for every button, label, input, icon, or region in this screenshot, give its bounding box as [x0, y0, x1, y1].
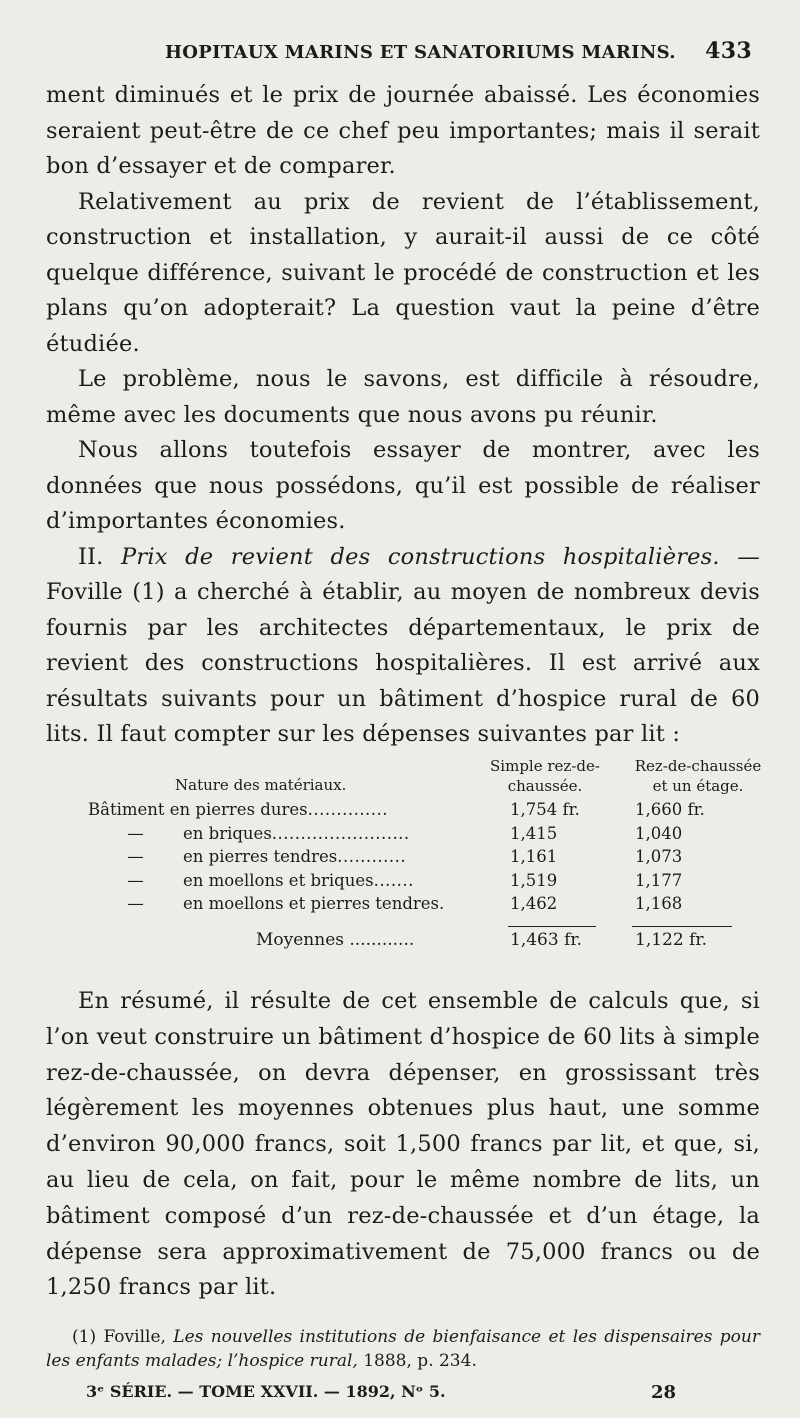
footnote-text: [46, 1325, 760, 1373]
paragraph: Nous allons toutefois essayer de montrer, avec les données que nous possédons, qu’il est possible de réaliser d’importantes économies.: [46, 437, 760, 534]
leader-dots: .......: [373, 870, 414, 890]
section-text: — Foville (1) a cherché à établir, au moyen de nombreux devis fournis par les architectes départementaux, le prix de revient des constructions hospitalières. Il est arrivé aux résultats suivants pour un bâtiment d’hospice rural de 60 lits. Il faut compter sur les dépenses suivantes par lit :: [46, 543, 760, 747]
paragraph: En résumé, il résulte de cet ensemble de calculs que, si l’on veut construire un bâtiment d’hospice de 60 lits à simple rez-de-chaussée, on devra dépenser, en grossissant très légèrement les moyennes obtenues plus haut, une somme d’environ 90,000 francs, soit 1,500 francs par lit, et que, si, au lieu de cela, on fait, pour le même nombre de lits, un bâtiment composé d’un rez-de-chaussée et d’un étage, la dépense sera approximativement de 75,000 francs ou de 1,250 francs par lit.: [46, 988, 760, 1301]
cell-etage: 1,073: [635, 847, 683, 866]
table-row: [60, 800, 760, 824]
average-etage: 1,122 fr.: [635, 929, 708, 950]
paragraph: Relativement au prix de revient de l’établissement, construction et installation, y aurait-il aussi de ce côté quelque différence, suivant le procédé de construction et les plans qu’on adopterait? La question vaut la peine d’être étudiée.: [46, 188, 760, 357]
row-material: en briques: [183, 823, 272, 843]
paragraph: Le problème, nous le savons, est difficile à résoudre, même avec les documents que nous avons pu réunir.: [46, 366, 760, 428]
page-number: 433: [705, 38, 752, 64]
row-material: en moellons et briques: [183, 870, 374, 890]
body-text-top: [46, 78, 760, 753]
row-label: [88, 800, 388, 819]
row-label: [88, 847, 406, 866]
leader-dots: ..............: [307, 800, 389, 819]
cell-simple: 1,415: [510, 823, 558, 843]
footnote-rest: 1888, p. 234.: [363, 1351, 477, 1371]
row-label: [88, 894, 444, 913]
footnote: [46, 1325, 760, 1373]
column-header-simple: Simple rez-de-chaussée.: [490, 757, 600, 795]
leader-dots: ........................: [271, 823, 410, 843]
cell-simple: 1,754 fr.: [510, 800, 580, 819]
section-title: Prix de revient des constructions hospitalières.: [121, 543, 720, 570]
row-label: [88, 871, 414, 890]
row-material: en pierres tendres: [183, 847, 338, 866]
cell-etage: 1,168: [635, 894, 683, 913]
cell-simple: 1,161: [510, 847, 558, 866]
average-label: [256, 930, 414, 950]
printer-signature: [86, 1382, 676, 1408]
column-header-nature: Nature des matériaux.: [175, 776, 347, 794]
section-paragraph: [46, 540, 760, 753]
footnote-marker: (1) Foville,: [72, 1327, 166, 1347]
leader-dots: ............: [349, 929, 415, 950]
series-line: 3ᵉ SÉRIE. — TOME XXVII. — 1892, Nᵒ 5.: [86, 1382, 446, 1401]
row-material: en moellons et pierres tendres.: [183, 894, 445, 913]
row-prefix: Bâtiment: [88, 800, 165, 819]
cell-simple: 1,519: [510, 870, 558, 890]
running-head: [90, 38, 752, 68]
cell-simple: 1,462: [510, 894, 558, 913]
row-material: en pierres dures: [169, 800, 308, 819]
row-prefix: —: [127, 847, 144, 866]
cell-etage: 1,040: [635, 823, 683, 843]
average-simple: 1,463 fr.: [510, 929, 583, 950]
footnote-title: Les nouvelles institutions de bienfaisance et les dispensaires pour les enfants malades; l’hospice rural,: [46, 1327, 760, 1371]
cell-etage: 1,177: [635, 870, 683, 890]
table-row: [60, 894, 760, 918]
sum-rule: [508, 926, 596, 928]
table-row: [60, 847, 760, 871]
table-row: [60, 824, 760, 848]
column-header-etage: Rez-de-chaussée et un étage.: [634, 757, 762, 795]
leader-dots: ............: [337, 847, 407, 866]
row-prefix: —: [127, 823, 144, 843]
section-number: II.: [78, 543, 104, 570]
row-prefix: —: [127, 894, 144, 913]
running-title: HOPITAUX MARINS ET SANATORIUMS MARINS.: [165, 42, 676, 63]
average-text: Moyennes: [256, 929, 344, 950]
cell-etage: 1,660 fr.: [635, 800, 705, 819]
table-row: [60, 871, 760, 895]
sum-rule: [632, 926, 732, 928]
sheet-number: 28: [650, 1382, 676, 1403]
average-row: [60, 926, 760, 956]
row-prefix: —: [127, 870, 144, 890]
row-label: [88, 824, 410, 843]
paragraph: ment diminués et le prix de journée abaissé. Les économies seraient peut-être de ce chef peu importantes; mais il serait bon d’essayer et de comparer.: [46, 82, 760, 179]
cost-table: [60, 752, 760, 956]
table-header: [60, 752, 760, 800]
body-text-bottom: [46, 984, 760, 1306]
